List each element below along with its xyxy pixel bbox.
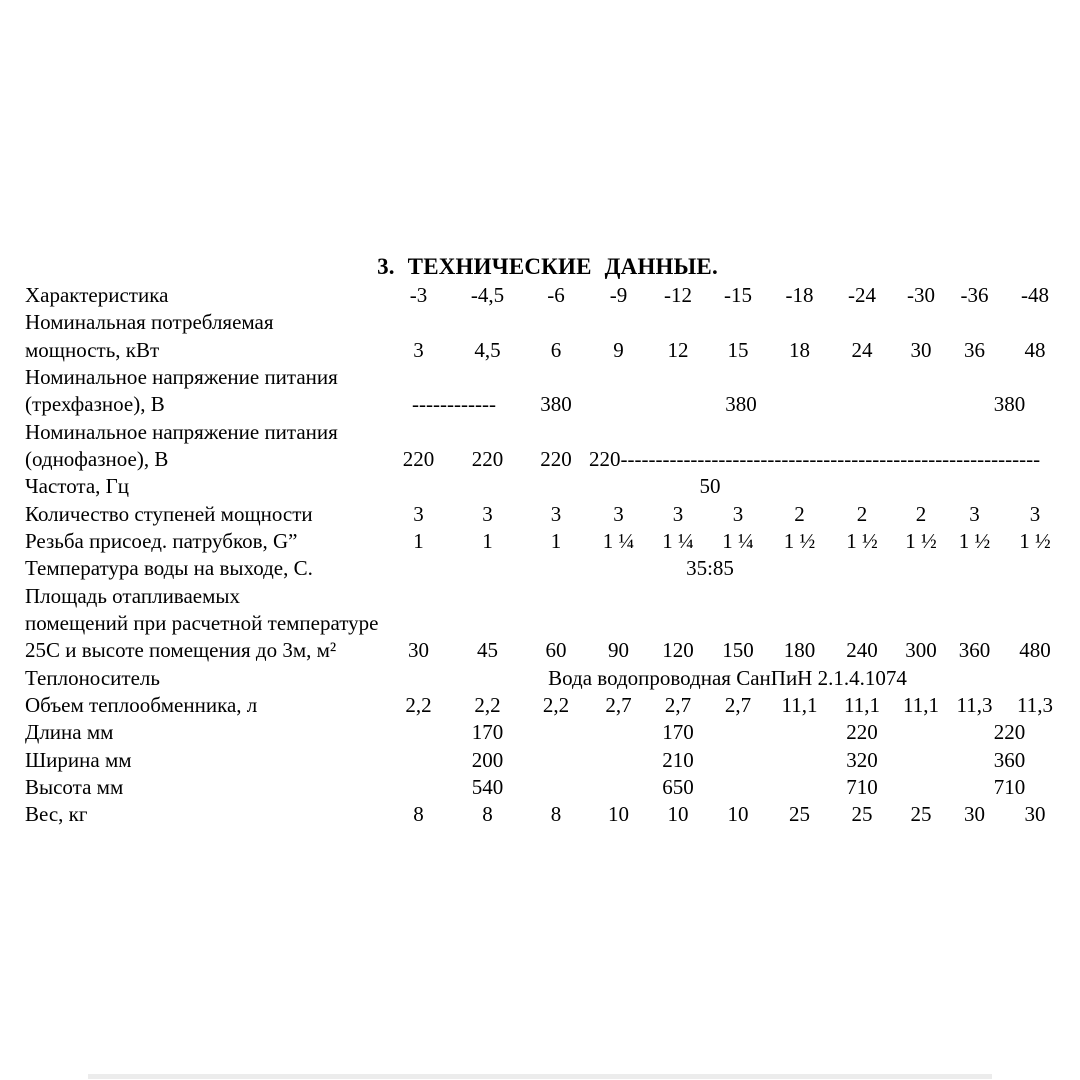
cell-empty xyxy=(768,774,831,801)
row-label xyxy=(25,419,385,474)
cell-value: 2,7 xyxy=(605,692,632,717)
column-header: -48 xyxy=(1021,283,1049,307)
cell-empty xyxy=(768,719,831,746)
cell-empty xyxy=(831,555,893,582)
cell-value: 220 xyxy=(471,446,504,471)
cell-empty xyxy=(385,473,452,500)
cell-value: 12 xyxy=(667,337,689,362)
cell-value: 360 xyxy=(993,747,1026,772)
table-row-power xyxy=(25,309,1070,364)
row-label-line: Номинальное напряжение питания xyxy=(25,364,338,389)
cell-value: 3 xyxy=(482,501,493,526)
cell-value: 2 xyxy=(915,501,927,526)
cell-value: 710 xyxy=(846,774,878,799)
cell-value: 180 xyxy=(783,638,816,663)
page-bottom-edge xyxy=(88,1074,992,1079)
cell-value: 3 xyxy=(550,501,562,526)
cell-value: 3 xyxy=(969,501,980,526)
cell-empty xyxy=(523,774,589,801)
table-row-thread xyxy=(25,528,1070,555)
table-row-coolant xyxy=(25,665,1070,692)
cell-value: 10 xyxy=(727,802,749,827)
cell-value: 2,7 xyxy=(664,692,692,717)
cell-empty xyxy=(949,555,1000,582)
column-header: -9 xyxy=(609,283,628,307)
cell-value: 30 xyxy=(910,337,932,362)
cell-empty xyxy=(708,747,768,774)
cell-empty xyxy=(1000,473,1070,500)
cell-empty xyxy=(768,747,831,774)
cell-value: 2,7 xyxy=(724,692,752,717)
cell-value: 2 xyxy=(856,501,868,526)
cell-value: 48 xyxy=(1024,337,1046,362)
cell-empty xyxy=(523,747,589,774)
cell-value: 15 xyxy=(727,337,749,362)
row-label: Частота, Гц xyxy=(25,474,130,499)
cell-empty xyxy=(589,774,648,801)
cell-value: 380 xyxy=(540,392,572,417)
row-label-line: мощность, кВт xyxy=(25,337,160,362)
cell-value: 8 xyxy=(413,802,424,827)
cell-value: 11,3 xyxy=(956,692,993,717)
cell-empty xyxy=(385,719,452,746)
cell-empty xyxy=(589,747,648,774)
cell-empty xyxy=(385,555,452,582)
column-header: -36 xyxy=(960,283,989,307)
cell-value: 30 xyxy=(964,802,985,827)
row-label: Длина мм xyxy=(25,720,114,745)
column-header: -12 xyxy=(664,283,692,307)
technical-data-table xyxy=(25,282,1070,829)
row-label: Вес, кг xyxy=(25,802,88,827)
table-row-water-temp xyxy=(25,555,1070,582)
cell-empty xyxy=(452,473,523,500)
cell-empty xyxy=(385,747,452,774)
cell-value: 650 xyxy=(662,774,694,799)
cell-value: 10 xyxy=(667,802,689,827)
cell-value: 30 xyxy=(1024,802,1046,827)
cell-empty xyxy=(893,747,949,774)
cell-value: 1 ½ xyxy=(1019,528,1051,553)
row-label: Резьба присоед. патрубков, G” xyxy=(25,528,298,553)
table-row-width xyxy=(25,747,1070,774)
table-row-height xyxy=(25,774,1070,801)
table-row-voltage-3phase xyxy=(25,364,1070,419)
cell-value-with-dashes: 220------------------------------------------------------------ xyxy=(589,446,1041,471)
row-label: Характеристика xyxy=(25,283,169,307)
cell-value: 220 xyxy=(846,720,878,745)
column-header: -6 xyxy=(547,283,565,307)
cell-value: 3 xyxy=(1029,501,1041,526)
cell-value: 25 xyxy=(910,802,932,827)
column-header: -3 xyxy=(409,283,428,307)
row-label-line: (трехфазное), В xyxy=(25,392,165,417)
table-row-header xyxy=(25,282,1070,309)
row-label: Теплоноситель xyxy=(25,665,160,690)
cell-value: 90 xyxy=(608,638,629,663)
cell-value: 2,2 xyxy=(474,692,501,717)
cell-value: 3 xyxy=(413,337,424,362)
cell-empty xyxy=(589,719,648,746)
cell-empty xyxy=(893,719,949,746)
cell-value: 540 xyxy=(471,774,504,799)
cell-value: 320 xyxy=(846,747,878,772)
cell-value: 1 xyxy=(550,528,562,553)
cell-value: 220 xyxy=(540,446,572,471)
cell-value: 45 xyxy=(477,638,498,663)
cell-value: 210 xyxy=(662,747,694,772)
cell-empty xyxy=(523,555,589,582)
cell-value: 4,5 xyxy=(474,337,501,362)
cell-value: Вода водопроводная СанПиН 2.1.4.1074 xyxy=(548,665,907,690)
cell-value: 360 xyxy=(958,638,991,663)
cell-value: 11,1 xyxy=(781,692,818,717)
cell-empty xyxy=(452,555,523,582)
table-row-length xyxy=(25,719,1070,746)
column-header: -4,5 xyxy=(470,283,505,307)
cell-value: 60 xyxy=(545,638,567,663)
cell-value: 1 ½ xyxy=(846,528,878,553)
cell-empty xyxy=(385,774,452,801)
cell-value: 1 xyxy=(413,528,424,553)
cell-dashes: ------------ xyxy=(412,392,496,417)
cell-empty xyxy=(708,719,768,746)
cell-empty xyxy=(949,473,1000,500)
cell-empty xyxy=(1000,555,1070,582)
cell-value: 9 xyxy=(613,337,624,362)
cell-value: 1 ½ xyxy=(905,528,937,553)
table-row-frequency xyxy=(25,473,1070,500)
cell-value: 380 xyxy=(725,392,757,417)
cell-value: 2 xyxy=(794,501,805,526)
cell-value: 10 xyxy=(608,802,629,827)
row-label: Ширина мм xyxy=(25,747,132,772)
cell-value: 24 xyxy=(851,337,873,362)
cell-value: 11,3 xyxy=(1017,692,1053,717)
cell-empty xyxy=(831,473,893,500)
cell-value: 1 xyxy=(482,528,493,553)
column-header: -18 xyxy=(785,283,814,307)
row-label xyxy=(25,583,385,665)
cell-value: 8 xyxy=(482,802,493,827)
cell-value: 200 xyxy=(471,747,504,772)
cell-value: 1 ½ xyxy=(783,528,816,553)
column-header: -30 xyxy=(907,283,935,307)
cell-value: 18 xyxy=(789,337,810,362)
cell-empty xyxy=(893,774,949,801)
cell-value: 3 xyxy=(672,501,684,526)
cell-value: 50 xyxy=(699,474,721,499)
cell-value: 3 xyxy=(732,501,744,526)
table-row-heated-area xyxy=(25,583,1070,665)
cell-value: 220 xyxy=(402,446,435,471)
cell-value: 25 xyxy=(789,802,810,827)
table-row-power-steps xyxy=(25,501,1070,528)
column-header: -15 xyxy=(724,283,752,307)
cell-value: 1 ¼ xyxy=(662,528,694,553)
row-label-line: Номинальная потребляемая xyxy=(25,310,274,335)
row-label xyxy=(25,364,385,419)
row-label: Температура воды на выходе, С. xyxy=(25,556,313,581)
page-title: 3. ТЕХНИЧЕСКИЕ ДАННЫЕ. xyxy=(377,254,718,279)
cell-value: 2,2 xyxy=(405,692,432,717)
cell-value: 710 xyxy=(993,774,1026,799)
cell-value: 150 xyxy=(722,638,754,663)
column-header: -24 xyxy=(848,283,876,307)
row-label: Объем теплообменника, л xyxy=(25,692,258,717)
cell-value: 8 xyxy=(550,802,562,827)
cell-value: 30 xyxy=(408,638,429,663)
row-label xyxy=(25,309,385,364)
row-label-line: (однофазное), В xyxy=(25,446,169,471)
cell-empty xyxy=(708,774,768,801)
row-label-line: Площадь отапливаемых xyxy=(25,583,240,608)
cell-empty xyxy=(893,364,949,419)
cell-empty xyxy=(523,719,589,746)
table-row-exchanger-volume xyxy=(25,692,1070,719)
table-row-weight xyxy=(25,801,1070,828)
row-label-line: 25С и высоте помещения до 3м, м² xyxy=(25,638,337,663)
cell-value: 6 xyxy=(550,337,562,362)
cell-value: 2,2 xyxy=(542,692,570,717)
cell-empty xyxy=(523,473,589,500)
cell-value: 240 xyxy=(846,638,878,663)
cell-empty xyxy=(893,555,949,582)
row-label-line: Номинальное напряжение питания xyxy=(25,419,338,444)
row-label-line: помещений при расчетной температуре xyxy=(25,610,379,635)
cell-value: 220 xyxy=(993,720,1026,745)
cell-value: 1 ½ xyxy=(958,528,991,553)
cell-value: 480 xyxy=(1019,638,1051,663)
cell-empty xyxy=(893,473,949,500)
cell-value: 11,1 xyxy=(844,692,880,717)
document-page xyxy=(25,252,1070,829)
row-label: Высота мм xyxy=(25,774,124,799)
cell-value: 3 xyxy=(413,501,424,526)
cell-value: 36 xyxy=(964,337,985,362)
cell-value: 3 xyxy=(613,501,624,526)
cell-value: 11,1 xyxy=(903,692,939,717)
cell-value: 170 xyxy=(662,720,694,745)
table-row-voltage-1phase xyxy=(25,419,1070,474)
cell-value: 300 xyxy=(905,638,937,663)
cell-value: 120 xyxy=(662,638,694,663)
cell-value: 25 xyxy=(851,802,873,827)
cell-value: 35:85 xyxy=(686,556,734,581)
cell-value: 1 ¼ xyxy=(722,528,754,553)
cell-value: 170 xyxy=(471,720,504,745)
cell-value: 1 ¼ xyxy=(602,528,635,553)
row-label: Количество ступеней мощности xyxy=(25,501,313,526)
cell-value: 380 xyxy=(993,392,1026,417)
